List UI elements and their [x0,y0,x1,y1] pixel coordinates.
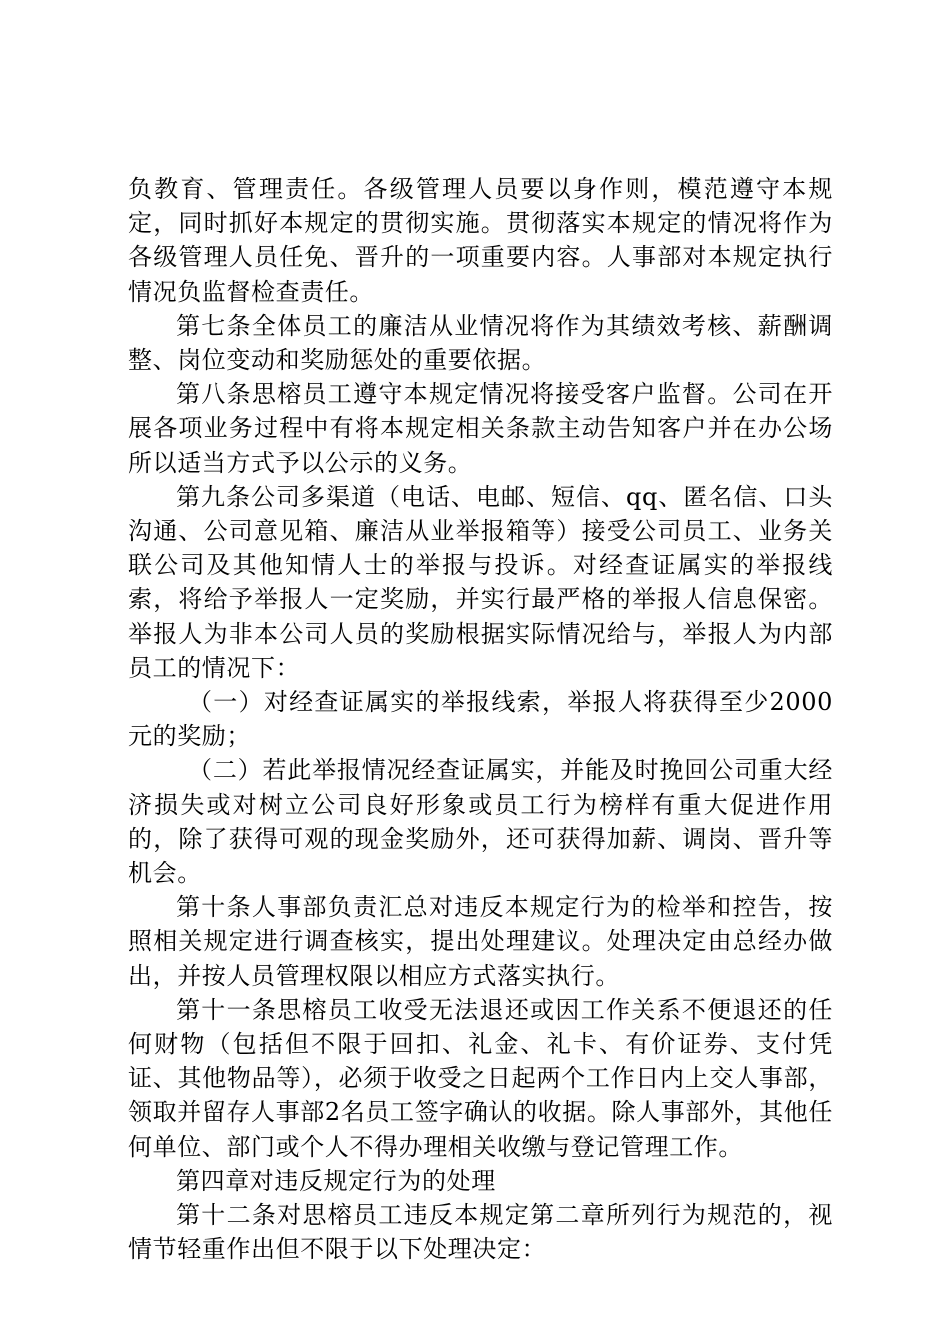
article-11: 第十一条思榕员工收受无法退还或因工作关系不便退还的任何财物（包括但不限于回扣、礼金、礼卡、有价证券、支付凭证、其他物品等），必须于收受之日起两个工作日内上交人事部，领取并留存人事部2名员工签字确认的收据。除人事部外，其他任何单位、部门或个人不得办理相关收缴与登记管理工作。 [128,995,833,1161]
article-9-item-2: （二）若此举报情况经查证属实，并能及时挽回公司重大经济损失或对树立公司良好形象或员工行为榜样有重大促进作用的，除了获得可观的现金奖励外，还可获得加薪、调岗、晋升等机会。 [128,756,833,888]
article-9-item-1: （一）对经查证属实的举报线索，举报人将获得至少2000元的奖励； [128,688,833,751]
article-8: 第八条思榕员工遵守本规定情况将接受客户监督。公司在开展各项业务过程中有将本规定相关条款主动告知客户并在办公场所以适当方式予以公示的义务。 [128,380,833,477]
document-body [128,172,833,1267]
chapter-4-heading: 第四章对违反规定行为的处理 [176,1166,496,1195]
paragraph-continuation: 负教育、管理责任。各级管理人员要以身作则，模范遵守本规定，同时抓好本规定的贯彻实施。贯彻落实本规定的情况将作为各级管理人员任免、晋升的一项重要内容。人事部对本规定执行情况负监督检查责任。 [128,175,833,306]
article-7: 第七条全体员工的廉洁从业情况将作为其绩效考核、薪酬调整、岗位变动和奖励惩处的重要依据。 [128,311,833,375]
article-10: 第十条人事部负责汇总对违反本规定行为的检举和控告，按照相关规定进行调查核实，提出处理建议。处理决定由总经办做出，并按人员管理权限以相应方式落实执行。 [128,893,833,990]
article-9: 第九条公司多渠道（电话、电邮、短信、qq、匿名信、口头沟通、公司意见箱、廉洁从业举报箱等）接受公司员工、业务关联公司及其他知情人士的举报与投诉。对经查证属实的举报线索，将给予举报人一定奖励，并实行最严格的举报人信息保密。举报人为非本公司人员的奖励根据实际情况给与，举报人为内部员工的情况下： [128,482,833,682]
article-12: 第十二条对思榕员工违反本规定第二章所列行为规范的，视情节轻重作出但不限于以下处理决定： [128,1201,833,1264]
